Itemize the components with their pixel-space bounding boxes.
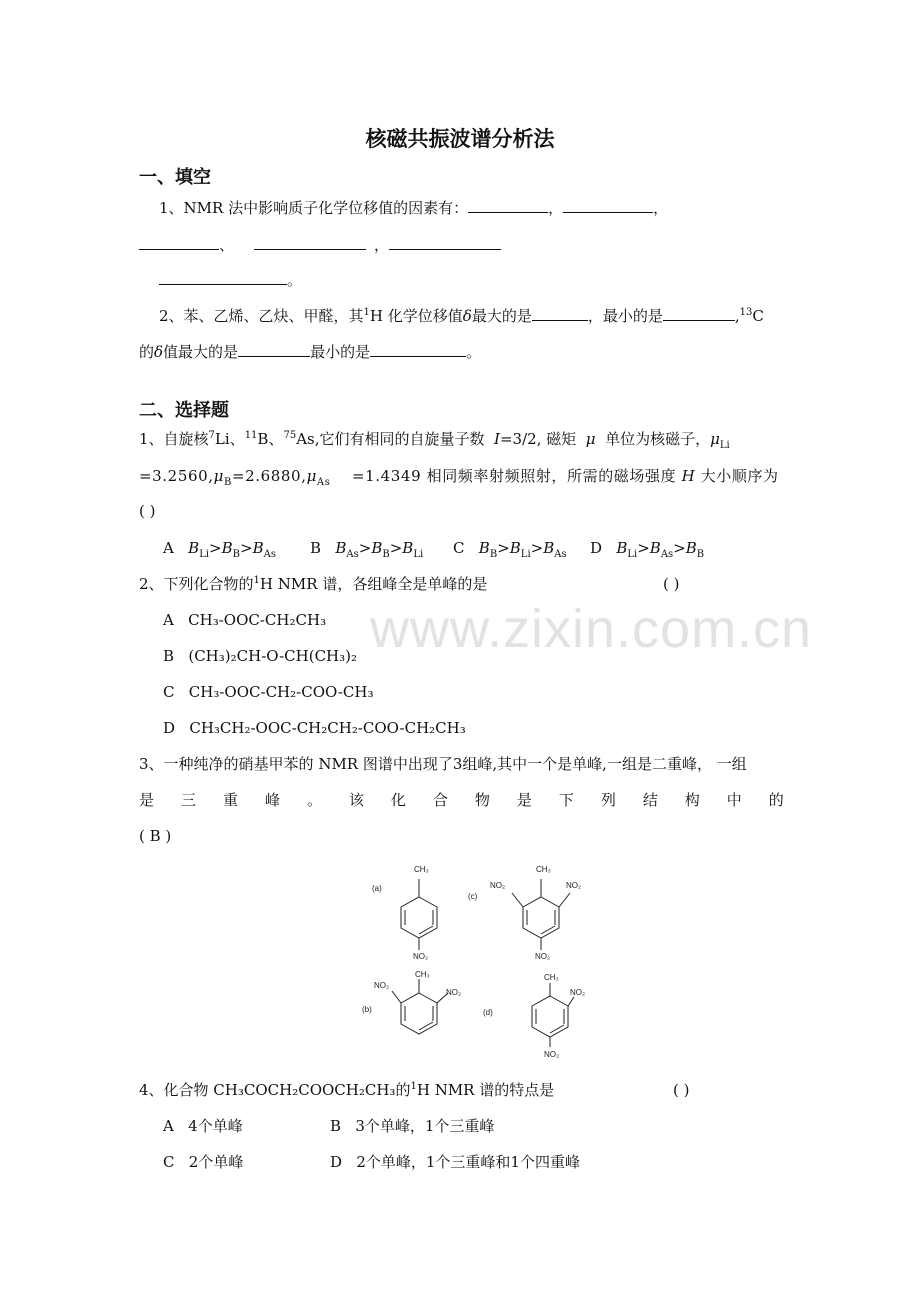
gt: > (240, 539, 253, 557)
b-symbol: B (221, 539, 233, 557)
question-3-choice-line2 (139, 790, 784, 810)
char: 该 (348, 791, 364, 809)
b-symbol: B (402, 539, 414, 557)
option-d[interactable] (163, 718, 466, 738)
question-text: As,它们有相同的自旋量子数 (296, 430, 485, 448)
subscript: As (660, 549, 674, 560)
question-text: 值最大的是 (163, 343, 239, 361)
label-c: (c) (468, 892, 478, 901)
question-text: 最小的是 (310, 343, 371, 361)
subscript: Li (627, 549, 638, 560)
option-a[interactable] (163, 610, 326, 630)
option-label: C (453, 539, 465, 557)
question-text: H NMR 谱，各组峰全是单峰的是 (259, 575, 488, 593)
question-text: =3.2560, (139, 467, 214, 485)
answer-blank (254, 234, 366, 250)
h-symbol: H (681, 467, 696, 485)
option-a[interactable] (163, 538, 276, 558)
char: 重 (222, 791, 238, 809)
question-text: Li、 (214, 430, 245, 448)
no2-label: NO₂ (570, 988, 586, 997)
answer-blank (139, 234, 219, 250)
subscript: B (232, 549, 240, 560)
question-4-choice (139, 1080, 554, 1100)
char: 下 (558, 791, 574, 809)
ch3-label: CH₃ (414, 865, 429, 874)
question-text: =1.4349 相同频率射频照射，所需的磁场强度 (351, 467, 677, 485)
option-b[interactable] (163, 646, 357, 666)
subscript: Li (520, 549, 531, 560)
no2-label: NO₂ (413, 952, 429, 961)
answer-blank (389, 234, 501, 250)
question-text: =2.6880, (231, 467, 307, 485)
superscript: 13 (739, 307, 753, 318)
formula: ₃COCH₂COOCH₂CH₃ (237, 1081, 396, 1099)
question-text: 的 (139, 343, 155, 361)
char: 峰 (264, 791, 280, 809)
subscript: Li (719, 440, 730, 451)
char: 物 (474, 791, 490, 809)
punct: 。 (466, 343, 482, 361)
label-d: (d) (483, 1008, 493, 1017)
gt: > (530, 539, 544, 557)
subscript: B (489, 549, 498, 560)
char: 构 (684, 791, 700, 809)
option-label: A (163, 539, 174, 557)
b-symbol: B (509, 539, 521, 557)
char: 中 (726, 791, 742, 809)
question-text: =3/2, 磁矩 (499, 430, 577, 448)
question-text: C (752, 307, 764, 325)
question-text: 的 (395, 1081, 411, 1099)
question-3-choice: 3、一种纯净的硝基甲苯的 NMR 图谱中出现了3组峰,其中一个是单峰,一组是二重峰， 一组 (139, 755, 747, 773)
subscript: Li (199, 549, 210, 560)
option-label: D (330, 1153, 343, 1171)
question-text: ，最小的是 (587, 307, 663, 325)
char: 列 (600, 791, 616, 809)
question-1-choice-line2 (139, 466, 779, 486)
b-symbol: B (543, 539, 555, 557)
question-text: H NMR 谱的特点是 (416, 1081, 555, 1099)
question-text: 4、化合物 CH (139, 1081, 238, 1099)
char: 的 (768, 791, 784, 809)
option-c[interactable] (163, 1152, 243, 1172)
superscript: 11 (244, 430, 258, 441)
section-heading-fill-blank: 一、填空 (139, 167, 211, 188)
option-text: 3个单峰，1个三重峰 (355, 1117, 495, 1135)
superscript: 1 (410, 1081, 417, 1092)
no2-label: NO₂ (446, 988, 462, 997)
char: 。 (306, 791, 322, 809)
no2-label: NO₂ (490, 881, 506, 890)
question-text: 1、自旋核 (139, 430, 209, 448)
spin-symbol: I (494, 430, 500, 448)
answer-blank (532, 305, 588, 321)
ch3-label: CH₃ (544, 973, 559, 982)
no2-label: NO₂ (544, 1050, 560, 1059)
option-label: D (590, 539, 603, 557)
option-label: A (163, 611, 174, 629)
question-text: B、 (257, 430, 284, 448)
structure-b (392, 979, 448, 1034)
superscript: 75 (283, 430, 297, 441)
option-text: 4个单峰 (188, 1117, 243, 1135)
subscript: As (316, 477, 331, 488)
question-2-fill (159, 305, 764, 326)
answer-paren: ( ) (673, 1081, 690, 1099)
label-b: (b) (362, 1005, 372, 1014)
answer-blank (663, 305, 735, 321)
question-2-fill-line2 (139, 341, 481, 362)
option-text: 2个单峰，1个三重峰和1个四重峰 (356, 1153, 580, 1171)
ch3-label: CH₃ (415, 970, 430, 979)
subscript: B (696, 549, 705, 560)
punct: 。 (287, 271, 303, 289)
section-heading-multiple-choice: 二、选择题 (139, 400, 229, 421)
b-symbol: B (335, 539, 347, 557)
b-symbol: B (478, 539, 490, 557)
question-2-choice (139, 574, 487, 594)
b-symbol: B (616, 539, 628, 557)
subscript: Li (413, 549, 424, 560)
nitrotoluene-structures-figure (360, 855, 620, 1065)
option-label: D (163, 719, 176, 737)
watermark: www.zixin.com.cn (370, 599, 813, 659)
option-text: CH₃-OOC-CH₂CH₃ (188, 611, 327, 629)
question-text: 2、下列化合物的 (139, 575, 254, 593)
answer-blank (370, 341, 466, 357)
label-a: (a) (372, 884, 382, 893)
mu-symbol: μ (710, 430, 720, 448)
gt: > (209, 539, 222, 557)
char: 化 (390, 791, 406, 809)
superscript: 1 (363, 307, 370, 318)
punct: ， (374, 236, 390, 254)
char: 是 (516, 791, 532, 809)
answer-blank (468, 197, 548, 213)
subscript: As (346, 549, 359, 560)
subscript: As (263, 549, 276, 560)
b-symbol: B (252, 539, 264, 557)
option-label: B (310, 539, 322, 557)
no2-label: NO₂ (566, 881, 582, 890)
answer-blank (563, 197, 653, 213)
option-label: A (163, 1117, 174, 1135)
option-text: 2个单峰 (188, 1153, 244, 1171)
punct: 、 (219, 236, 235, 254)
option-label: B (163, 647, 175, 665)
punct: ， (548, 199, 564, 217)
subscript: B (382, 549, 390, 560)
structure-a (401, 879, 437, 950)
structure-d (532, 983, 574, 1047)
option-d[interactable] (590, 538, 704, 558)
gt: > (389, 539, 403, 557)
char: 结 (642, 791, 658, 809)
no2-label: NO₂ (535, 952, 551, 961)
question-1-choice (139, 429, 730, 449)
char: 三 (180, 791, 196, 809)
option-b[interactable] (330, 1116, 494, 1136)
b-symbol: B (685, 539, 697, 557)
question-text: 1、NMR 法中影响质子化学位移值的因素有： (159, 199, 469, 217)
option-b[interactable] (310, 538, 423, 558)
char: 是 (139, 791, 155, 809)
page-title: 核磁共振波谱分析法 (365, 126, 555, 151)
answer-paren: ( B ) (139, 827, 172, 845)
option-text: CH₃CH₂-OOC-CH₂CH₂-COO-CH₂CH₃ (189, 719, 466, 737)
question-text: H 化学位移值 (369, 307, 463, 325)
answer-blank (159, 269, 287, 285)
superscript: 7 (208, 430, 215, 441)
b-symbol: B (649, 539, 661, 557)
option-text: CH₃-OOC-CH₂-COO-CH₃ (188, 683, 374, 701)
mu-symbol: μ (213, 467, 224, 485)
answer-paren: ( ) (663, 575, 680, 593)
punct: , (734, 307, 740, 325)
b-symbol: B (371, 539, 383, 557)
gt: > (497, 539, 510, 557)
option-c[interactable] (453, 538, 567, 558)
question-text: 大小顺序为 (700, 467, 779, 485)
punct: ， (653, 199, 669, 217)
gt: > (358, 539, 372, 557)
answer-paren: ( ) (139, 502, 156, 520)
superscript: 1 (253, 575, 260, 586)
mu-symbol: μ (585, 430, 596, 448)
ch3-label: CH₃ (536, 865, 551, 874)
option-c[interactable] (163, 682, 373, 702)
no2-label: NO₂ (374, 981, 390, 990)
option-label: C (163, 1153, 175, 1171)
question-text: 2、苯、乙烯、乙炔、甲醛，其 (159, 307, 364, 325)
delta-symbol: δ (462, 307, 472, 325)
question-text: 最大的是 (471, 307, 532, 325)
option-text: (CH₃)₂CH-O-CH(CH₃)₂ (188, 647, 358, 665)
subscript: B (223, 477, 232, 488)
question-1-fill-line2 (139, 234, 501, 255)
b-symbol: B (188, 539, 200, 557)
mu-symbol: μ (306, 467, 317, 485)
delta-symbol: δ (154, 343, 164, 361)
option-d[interactable] (330, 1152, 580, 1172)
option-label: C (163, 683, 175, 701)
structure-c (512, 879, 570, 950)
question-text: 单位为核磁子， (605, 430, 711, 448)
gt: > (637, 539, 650, 557)
gt: > (673, 539, 686, 557)
question-1-fill-line3 (159, 269, 302, 290)
option-a[interactable] (163, 1116, 243, 1136)
subscript: As (554, 549, 567, 560)
question-1-fill (159, 197, 668, 218)
answer-blank (238, 341, 310, 357)
option-label: B (330, 1117, 342, 1135)
char: 合 (432, 791, 448, 809)
